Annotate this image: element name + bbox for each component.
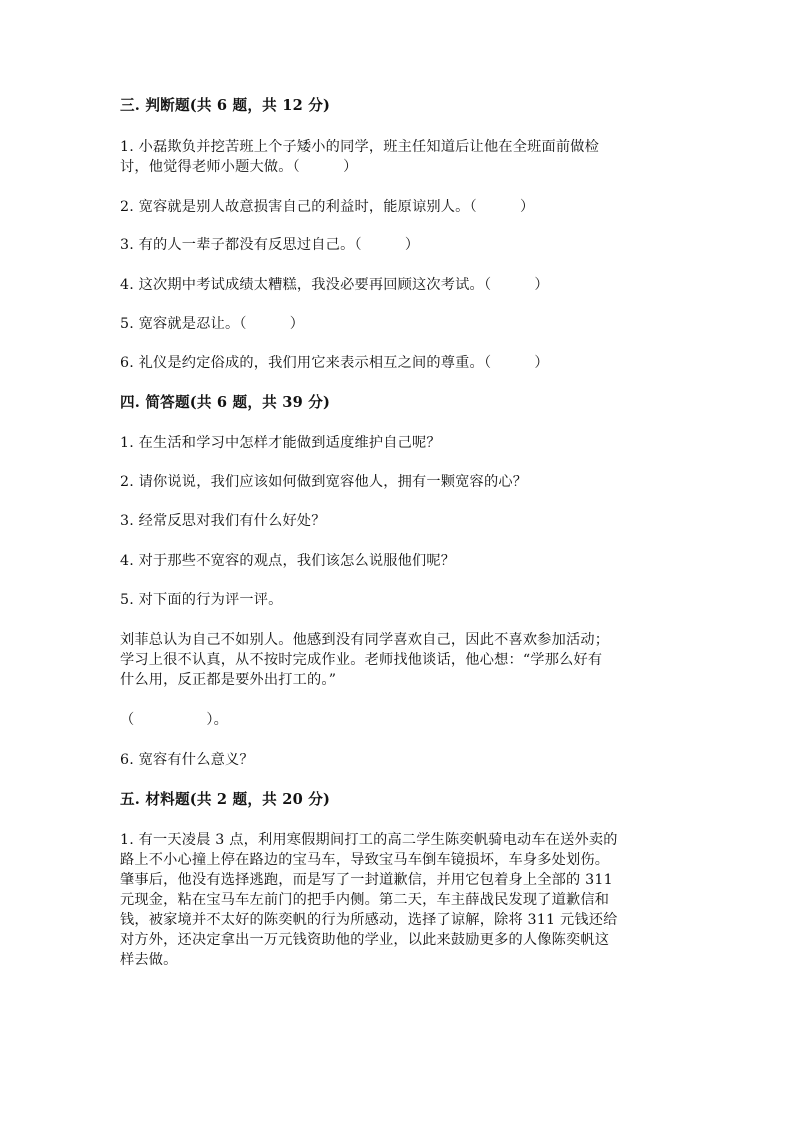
- short-answer-q4: 4. 对于那些不宽容的观点，我们该怎么说服他们呢？: [120, 553, 456, 569]
- short-answer-q5: 5. 对下面的行为评一评。: [120, 592, 283, 608]
- judgement-q2: 2. 宽容就是别人故意损害自己的利益时，能原谅别人。（ ）: [120, 199, 535, 215]
- answer-blank: （ ）。: [120, 712, 229, 728]
- material-q1-line7: 样去做。: [120, 952, 178, 968]
- case-text-line3: 什么用，反正都是要外出打工的。”: [120, 672, 337, 688]
- judgement-q1-line1: 1. 小磊欺负并挖苦班上个子矮小的同学，班主任知道后让他在全班面前做检: [120, 139, 600, 155]
- material-q1-line4: 元现金，粘在宝马车左前门的把手内侧。第二天，车主薛战民发现了道歉信和: [120, 892, 610, 908]
- short-answer-q1: 1. 在生活和学习中怎样才能做到适度维护自己呢？: [120, 435, 441, 451]
- judgement-q6: 6. 礼仪是约定俗成的，我们用它来表示相互之间的尊重。（ ）: [120, 355, 549, 371]
- material-q1-line5: 钱，被家境并不太好的陈奕帆的行为所感动，选择了谅解，除将 311 元钱还给: [120, 912, 618, 928]
- judgement-q5: 5. 宽容就是忍让。（ ）: [120, 316, 305, 332]
- material-q1-line6: 对方外，还决定拿出一万元钱资助他的学业，以此来鼓励更多的人像陈奕帆这: [120, 932, 610, 948]
- judgement-q1-line2: 讨，他觉得老师小题大做。（ ）: [120, 159, 358, 175]
- case-text-line1: 刘菲总认为自己不如别人。他感到没有同学喜欢自己，因此不喜欢参加活动；: [120, 632, 610, 648]
- material-q1-line1: 1. 有一天凌晨 3 点，利用寒假期间打工的高二学生陈奕帆骑电动车在送外卖的: [120, 832, 618, 848]
- short-answer-q2: 2. 请你说说，我们应该如何做到宽容他人，拥有一颗宽容的心？: [120, 474, 528, 490]
- short-answer-q3: 3. 经常反思对我们有什么好处？: [120, 513, 326, 529]
- judgement-q4: 4. 这次期中考试成绩太糟糕，我没必要再回顾这次考试。（ ）: [120, 277, 549, 293]
- case-text-line2: 学习上很不认真，从不按时完成作业。老师找他谈话，他心想：“学那么好有: [120, 652, 603, 668]
- judgement-q3: 3. 有的人一辈子都没有反思过自己。（ ）: [120, 237, 420, 253]
- section-heading-short-answer: 四. 简答题(共 6 题，共 39 分): [120, 394, 331, 411]
- material-q1-line3: 肇事后，他没有选择逃跑，而是写了一封道歉信，并用它包着身上全部的 311: [120, 872, 613, 888]
- section-heading-material: 五. 材料题(共 2 题，共 20 分): [120, 791, 331, 808]
- material-q1-line2: 路上不小心撞上停在路边的宝马车，导致宝马车倒车镜损坏，车身多处划伤。: [120, 852, 610, 868]
- short-answer-q6: 6. 宽容有什么意义？: [120, 752, 254, 768]
- section-heading-judgement: 三. 判断题(共 6 题，共 12 分): [120, 97, 331, 114]
